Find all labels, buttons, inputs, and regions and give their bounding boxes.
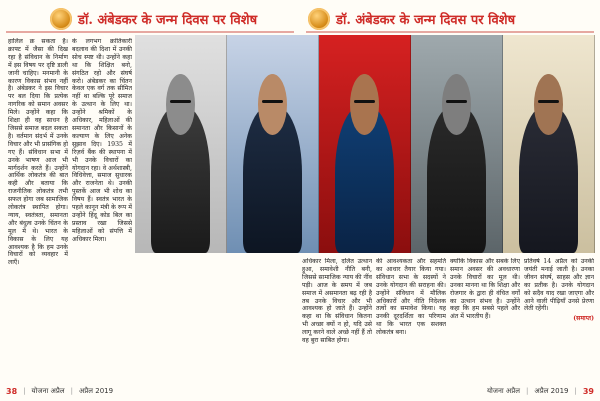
right-page-footer: योजना अप्रैल | अप्रैल 2019 | 39 [486,386,594,396]
portrait-photo [503,35,595,253]
portrait-photo [319,35,411,253]
right-page-column-1 [302,258,372,384]
right-col2-text: की आवश्यकता और सहमति का आधार तैयार किया गया। संविधान सभा के सदस्यों ने उनके योगदान की सराहना की। उन्होंने संविधान में मौलिक अधिकारों और नीति निदेशक तत्वों का समावेश किया। यह उनकी दूरदर्शिता का परिणाम था कि भारत एक सशक्त लोकतंत्र बना। [376,258,446,337]
left-page-column-2 [72,38,132,378]
left-col1-text: हालिल क्र सकता है। क्राफ्ट में जैसा की दिख रहा है संविधान के निर्माण में इस विषय पर दृष्टि डाली जानी चाहिए। मनमानी के कारण विकास संभव नहीं है। अंबेडकर ने इस विचार पर बल दिया कि प्रत्येक नागरिक को समान अवसर मिले। उन्होंने कहा कि शिक्षा ही वह साधन है जिससे समाज बदल सकता है। वर्तमान संदर्भ में उनके विचार और भी प्रासंगिक हो गए हैं। संविधान सभा में उनके भाषण आज भी मार्गदर्शन करते हैं। उन्होंने आर्थिक लोकतंत्र की बात कही और बताया कि राजनीतिक लोकतंत्र तभी सफल होगा जब सामाजिक लोकतंत्र स्थापित होगा। न्याय, स्वतंत्रता, समानता और बंधुत्व उनके चिंतन के मूल में थे। भारत के विकास के लिए यह आवश्यक है कि हम उनके विचारों को व्यवहार में लाएँ। [8,38,68,267]
portrait-collage [135,35,595,253]
article-end-mark: (समाप्त) [573,315,594,323]
header-rule [306,31,594,33]
left-issue-date: अप्रैल 2019 [78,386,114,395]
right-issue-date: अप्रैल 2019 [534,386,569,395]
left-magazine-name: योजना अप्रैल [31,386,65,395]
right-page-banner [308,6,515,32]
right-page-column-4 [524,258,594,376]
left-page-number: 38 [6,386,18,396]
right-col4-text: प्रतिवर्ष 14 अप्रैल को उनकी जयंती मनाई जाती है। उनका जीवन संघर्ष, साहस और ज्ञान का प्रतीक है। उनके योगदान को सदैव याद रखा जाएगा और आने वाली पीढ़ियाँ उनसे प्रेरणा लेती रहेंगी। [524,258,594,313]
portrait-photo [227,35,319,253]
right-page-title: डॉ. अंबेडकर के जन्म दिवस पर विशेष [336,13,516,28]
left-col2-text: के लगभग क्रांतिकारी बदलाव की दिशा में उनकी सोच स्पष्ट थी। उन्होंने कहा था कि शिक्षित बनो, संगठित रहो और संघर्ष करो। अंबेडकर का चिंतन केवल एक वर्ग तक सीमित नहीं था बल्कि पूरे समाज के उत्थान के लिए था। उन्होंने श्रमिकों के अधिकार, महिलाओं की समानता और किसानों के कल्याण के लिए अनेक सुझाव दिए। 1935 में रिज़र्व बैंक की स्थापना में भी उनके विचारों का योगदान रहा। वे अर्थशास्त्री, विधिवेत्ता, समाज सुधारक और राजनेता थे। उनकी पुस्तकें आज भी शोध का विषय हैं। स्वतंत्र भारत के पहले कानून मंत्री के रूप में उन्होंने हिंदू कोड बिल का प्रस्ताव रखा जिससे महिलाओं को संपत्ति में अधिकार मिला। [72,38,132,243]
left-page-footer: 38 | योजना अप्रैल | अप्रैल 2019 [6,386,114,396]
left-page-banner [50,6,257,32]
magazine-logo-icon [50,8,72,30]
header-rule [6,31,294,33]
right-col3-text: क्योंकि विकास और सबके लिए समान अवसर की अवधारणा उनके विचारों का मूल थी। उनका मानना था कि शिक्षा और रोजगार के द्वारा ही वंचित वर्गों का उत्थान संभव है। उन्होंने कहा कि हम सबसे पहले और अंत में भारतीय हैं। [450,258,520,321]
right-page-column-2 [376,258,446,384]
left-page-column-1 [8,38,68,378]
right-page-number: 39 [582,386,594,396]
portrait-photo [135,35,227,253]
portrait-photo [411,35,503,253]
right-magazine-name: योजना अप्रैल [486,386,521,395]
right-col1-text: अधिकार मिला, दलित उत्थान हुआ, समावेशी नीति बनी, जिससे सामाजिक न्याय की नींव पड़ी। आज के समय में जब समाज में असमानता बढ़ रही है तब उनके विचार और भी आवश्यक हो जाते हैं। उन्होंने कहा था कि संविधान कितना भी अच्छा क्यों न हो, यदि उसे लागू करने वाले अच्छे नहीं हैं तो वह बुरा साबित होगा। [302,258,372,345]
left-page-title: डॉ. अंबेडकर के जन्म दिवस पर विशेष [78,13,258,28]
magazine-logo-icon [308,8,330,30]
right-page-column-3 [450,258,520,384]
